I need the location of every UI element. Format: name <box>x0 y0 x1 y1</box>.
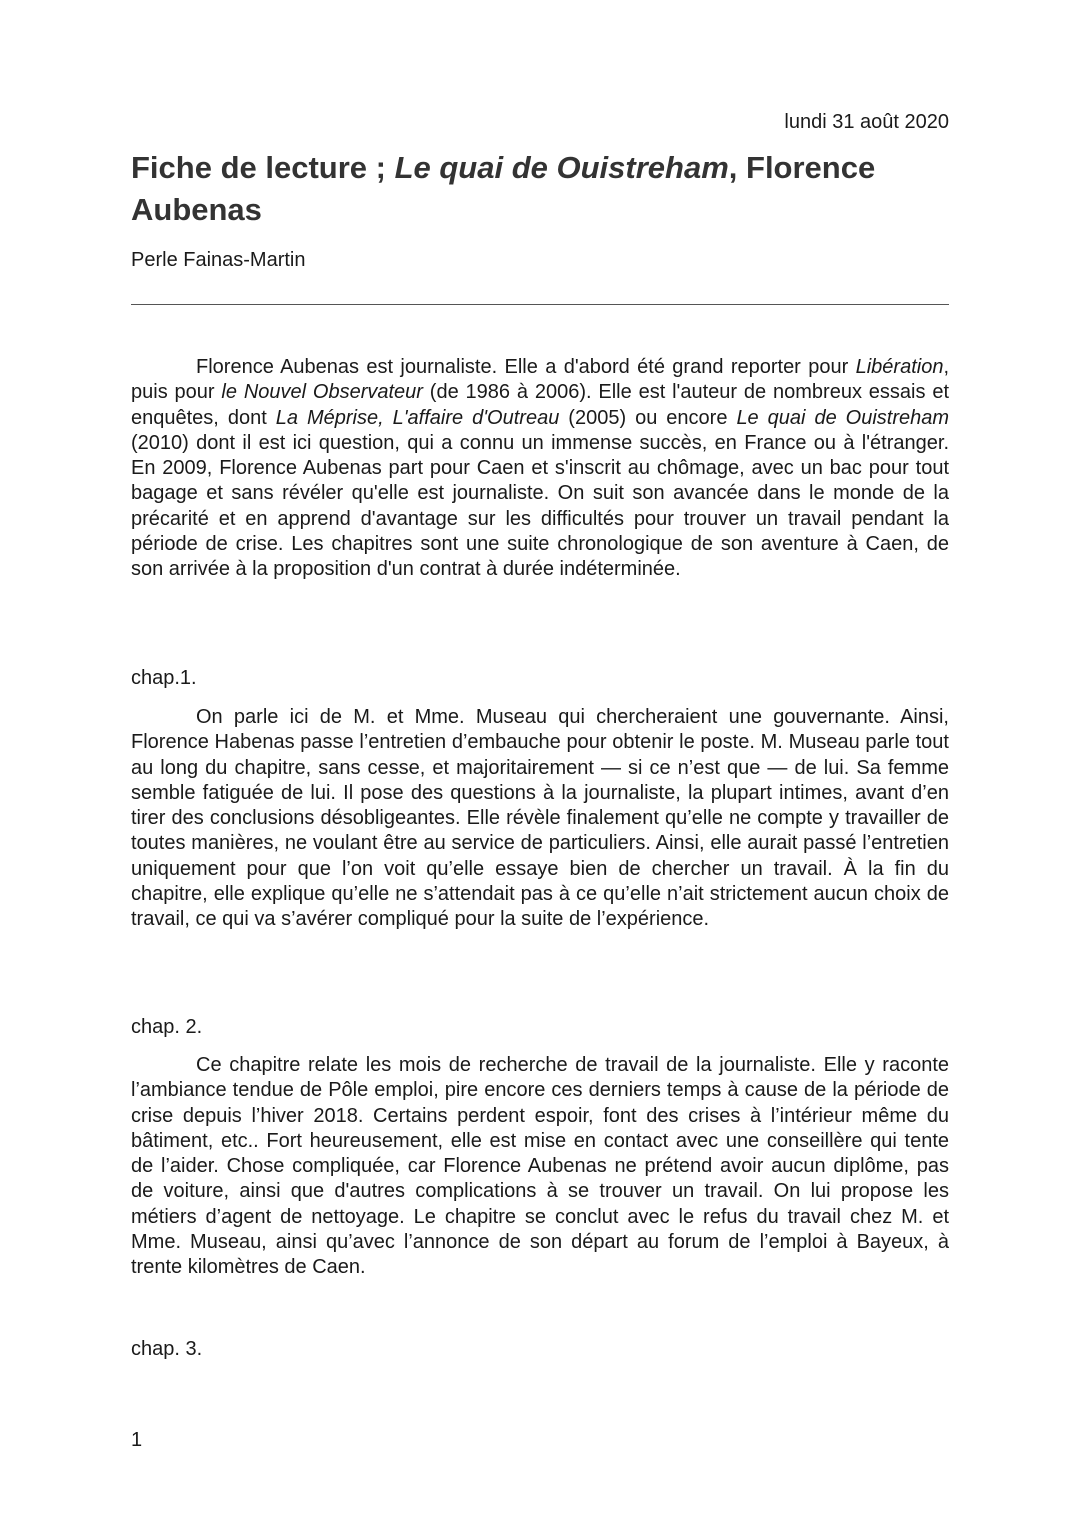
chapter-3-heading: chap. 3. <box>131 1338 203 1360</box>
chapter-1-paragraph: On parle ici de M. et Mme. Museau qui chercheraient une gouvernante. Ainsi, Florence Habenas passe l’entretien d’embauche pour obtenir le poste. M. Museau parle tout au long du chapitre, sans cesse, et majoritairement — si ce n’est que — de lui. Sa femme semble fatiguée de lui. Il pose des questions à la journaliste, la plupart intimes, avant d’en tirer des conclusions désobligeantes. Elle révèle finalement qu’elle ne compte y travailler de toutes manières, ne voulant être au service de particuliers. Ainsi, elle aurait passé l’entretien uniquement pour que l’on voit qu’elle essaye bien de chercher un travail. À la fin du chapitre, elle explique qu’elle ne s’attendait pas à ce qu’elle n’ait strictement aucun choix de travail, ce qui va s’avérer compliqué pour la suite de l’expérience. <box>131 706 949 931</box>
work-title-nouvel-observateur: le Nouvel Observateur <box>221 381 423 404</box>
work-title-la-meprise: La Méprise, L'affaire d'Outreau <box>275 406 560 429</box>
work-title-le-quai: Le quai de Ouistreham <box>736 406 950 429</box>
work-title-liberation: Libération <box>855 356 944 378</box>
title-suffix: , Florence Aubenas <box>131 150 876 227</box>
header-divider <box>131 304 949 305</box>
page-number: 1 <box>131 1429 143 1451</box>
document-author: Perle Fainas-Martin <box>131 249 306 271</box>
chapter-1-heading: chap.1. <box>131 667 197 689</box>
document-date: lundi 31 août 2020 <box>784 111 949 133</box>
document-page <box>131 0 949 1527</box>
chapter-2-paragraph: Ce chapitre relate les mois de recherche de travail de la journaliste. Elle y raconte l’ambiance tendue de Pôle emploi, pire encore ces derniers temps à cause de la période de crise depuis l’hiver 2018. Certains perdent espoir, font des crises à l’intérieur même du bâtiment, etc.. Fort heureusement, elle est mise en contact avec une conseillère qui tente de l’aider. Chose compliquée, car Florence Aubenas ne prétend avoir aucun diplôme, pas de voiture, ainsi que d'autres complications à se trouver un travail. On lui propose les métiers d’agent de nettoyage. Le chapitre se conclut avec le refus du travail chez M. et Mme. Museau, ainsi qu’avec l’annonce de son départ au forum de l’emploi à Bayeux, à trente kilomètres de Caen. <box>131 1054 949 1279</box>
title-prefix: Fiche de lecture ; <box>131 150 395 185</box>
intro-paragraph: Florence Aubenas est journaliste. Elle a d'abord été grand reporter pour Libération, puis pour le Nouvel Observateur (de 1986 à 2006). Elle est l'auteur de nombreux essais et enquêtes, dont La Méprise, L'affaire d'Outreau (2005) ou encore Le quai de Ouistreham (2010) dont il est ici question, qui a connu un immense succès, en France ou à l'étranger. En 2009, Florence Aubenas part pour Caen et s'inscrit au chômage, avec un bac pour tout bagage et sans révéler qu'elle est journaliste. On suit son avancée dans le monde de la précarité et en apprend d'avantage sur les difficultés pour trouver un travail pendant la période de crise. Les chapitres sont une suite chronologique de son aventure à Caen, de son arrivée à la proposition d'un contrat à durée indéterminée. <box>131 356 950 581</box>
title-book: Le quai de Ouistreham <box>394 150 729 185</box>
chapter-2-heading: chap. 2. <box>131 1016 203 1038</box>
document-title <box>131 147 949 231</box>
